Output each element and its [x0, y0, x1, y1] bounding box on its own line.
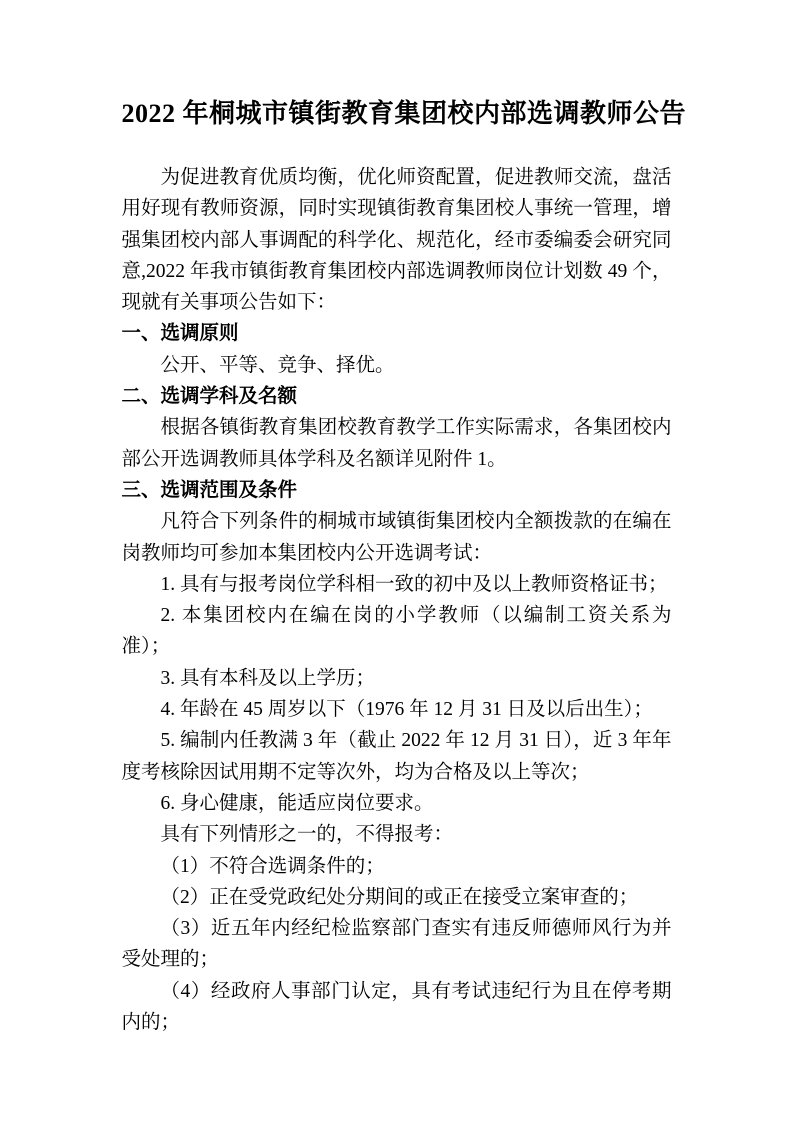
document-content — [121, 0, 687, 1038]
document-title: 2022 年桐城市镇街教育集团校内部选调教师公告 — [121, 99, 687, 128]
disqualification-item-1: （1）不符合选调条件的； — [160, 855, 385, 877]
condition-item-6: 6. 身心健康，能适应岗位要求。 — [160, 792, 434, 814]
disqualification-item-2: （2）正在受党政纪处分期间的或正在接受立案审查的； — [160, 886, 639, 908]
section-2-paragraph: 根据各镇街教育集团校教育教学工作实际需求，各集团校内部公开选调教师具体学科及名额详见附件 1。 — [121, 417, 672, 470]
intro-paragraph: 为促进教育优质均衡，优化师资配置，促进教师交流，盘活用好现有教师资源，同时实现镇街教育集团校人事统一管理，增强集团校内部人事调配的科学化、规范化，经市委编委会研究同意,2022 年我市镇街教育集团校内部选调教师岗位计划数 49 个，现就有关事项公告如下： — [121, 167, 672, 314]
disqualification-item-4: （4）经政府人事部门认定，具有考试违纪行为且在停考期内的； — [121, 980, 672, 1034]
condition-item-4: 4. 年龄在 45 周岁以下（1976 年 12 月 31 日及以后出生）； — [160, 699, 653, 721]
condition-item-1: 1. 具有与报考岗位学科相一致的初中及以上教师资格证书； — [160, 573, 668, 595]
condition-item-5: 5. 编制内任教满 3 年（截止 2022 年 12 月 31 日），近 3 年年度考核除因试用期不定等次外，均为合格及以上等次； — [121, 730, 672, 783]
section-3-intro-paragraph: 凡符合下列条件的桐城市域镇街集团校内全额拨款的在编在岗教师均可参加本集团校内公开选调考试： — [121, 511, 672, 564]
condition-item-2: 2. 本集团校内在编在岗的小学教师（以编制工资关系为准）； — [121, 605, 672, 658]
section-3-heading: 三、选调范围及条件 — [121, 479, 298, 501]
disqualification-item-3: （3）近五年内经纪检监察部门查实有违反师德师风行为并受处理的； — [121, 918, 672, 971]
condition-item-3: 3. 具有本科及以上学历； — [160, 667, 376, 689]
section-1-paragraph: 公开、平等、竞争、择优。 — [160, 354, 395, 376]
disqualification-intro-paragraph: 具有下列情形之一的，不得报考： — [160, 824, 454, 846]
section-1-heading: 一、选调原则 — [121, 323, 239, 345]
section-2-heading: 二、选调学科及名额 — [121, 386, 298, 408]
